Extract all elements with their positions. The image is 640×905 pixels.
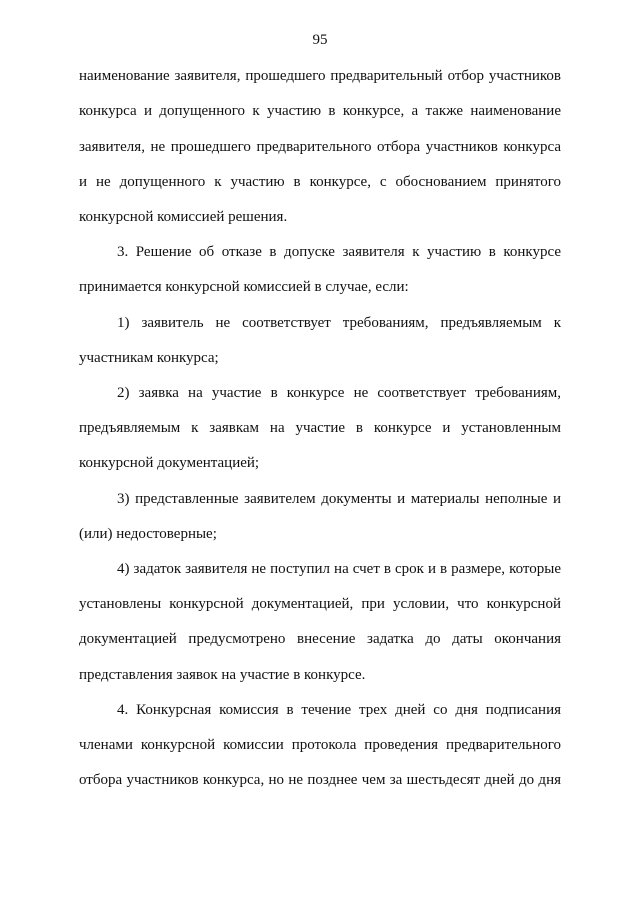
page-number: 95: [312, 32, 328, 48]
paragraph-first-line: 3. Решение об отказе в допуске заявителя к участию в конкурсе: [117, 244, 561, 260]
text-line: участникам конкурса;: [79, 350, 219, 366]
text-line: конкурсной документацией;: [79, 455, 260, 471]
list-item-first-line: 4) задаток заявителя не поступил на счет в срок и в размере, которые: [117, 561, 561, 577]
list-item-first-line: 3) представленные заявителем документы и материалы неполные и: [117, 491, 561, 507]
text-line: и не допущенного к участию в конкурсе, с обоснованием принятого: [79, 174, 561, 190]
paragraph-first-line: 4. Конкурсная комиссия в течение трех дней со дня подписания: [117, 702, 561, 718]
text-line: конкурсной комиссией решения.: [79, 209, 288, 225]
text-line: отбора участников конкурса, но не позднее чем за шестьдесят дней до дня: [79, 772, 561, 788]
list-item-first-line: 1) заявитель не соответствует требованиям, предъявляемым к: [117, 315, 561, 331]
list-item-first-line: 2) заявка на участие в конкурсе не соответствует требованиям,: [117, 385, 561, 401]
text-line: наименование заявителя, прошедшего предварительный отбор участников: [79, 68, 561, 84]
text-line: документацией предусмотрено внесение задатка до даты окончания: [79, 631, 561, 647]
text-line: (или) недостоверные;: [79, 526, 217, 542]
text-line: предъявляемым к заявкам на участие в конкурсе и установленным: [79, 420, 561, 436]
text-line: представления заявок на участие в конкурсе.: [79, 667, 366, 683]
text-line: заявителя, не прошедшего предварительного отбора участников конкурса: [79, 139, 561, 155]
text-line: конкурса и допущенного к участию в конкурсе, а также наименование: [79, 103, 561, 119]
text-line: установлены конкурсной документацией, при условии, что конкурсной: [79, 596, 561, 612]
text-line: принимается конкурсной комиссией в случае, если:: [79, 279, 409, 295]
text-line: членами конкурсной комиссии протокола проведения предварительного: [79, 737, 561, 753]
